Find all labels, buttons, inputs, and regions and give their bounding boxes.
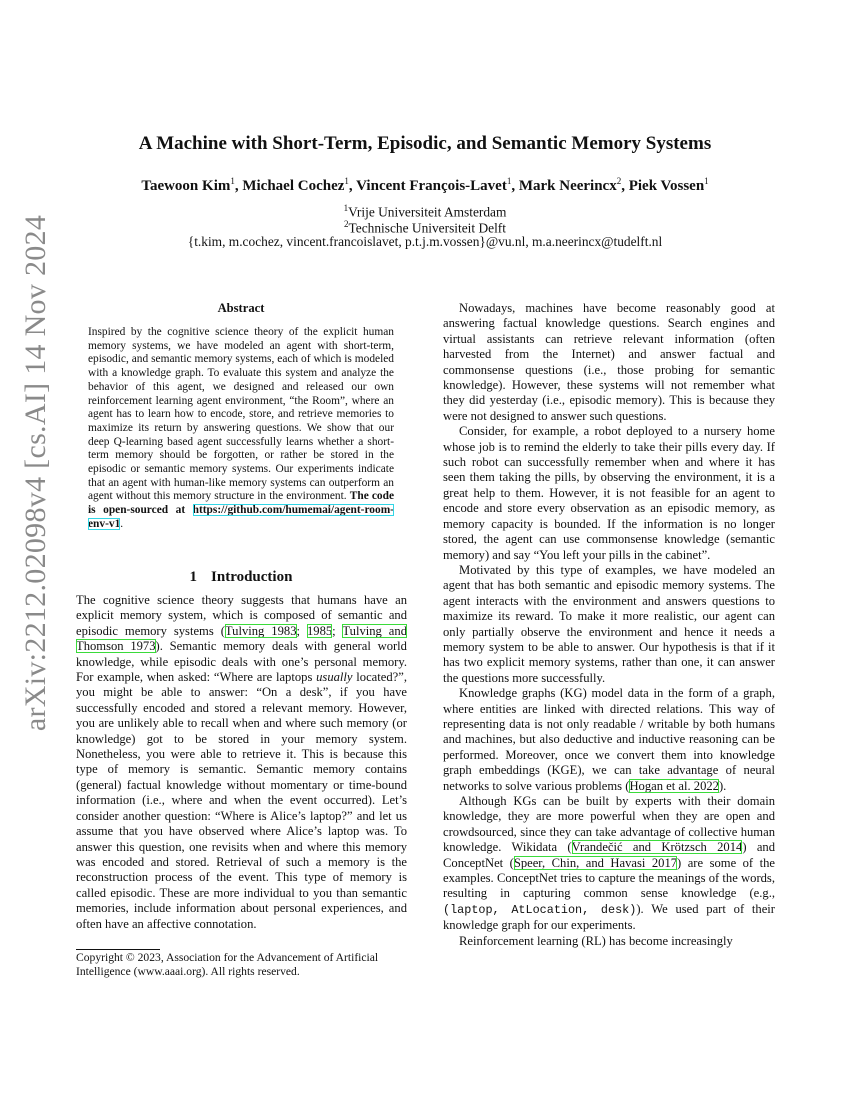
author: Piek Vossen$^1$ [628,176,709,194]
author-list [0,176,850,195]
citation-link[interactable]: Speer, Chin, and Havasi 2017 [513,855,678,870]
left-column-body [76,593,407,932]
affiliation-1: $^1$Vrije Universiteit Amsterdam [343,203,507,220]
abstract-body: Inspired by the cognitive science theory of the explicit human memory systems, we have modeled an agent with short-term, episodic, and semantic memory systems, each of which is modeled with a knowledge graph. To evaluate this system and analyze the behavior of this agent, we designed and released our own reinforcement learning agent environment, “the Room”, where an agent has to learn how to encode, store, and retrieve memories to maximize its return by answering questions. We show that our deep Q-learning based agent successfully learns whether a short-term memory should be forgotten, or rather be stored in the episodic or semantic memory systems. Our experiments indicate that an agent with human-like memory systems can outperform an agent without this memory structure in the environment. The code is open-sourced at https://github.com/humemai/agent-room-env-v1. [88,326,394,530]
body-paragraph: Knowledge graphs (KG) model data in the form of a graph, where entities are linked with directed relations. This way of representing data is not only readable / writable by both humans and machines, but also deductive and inductive reasoning can be performed. Moreover, once we convert them into knowledge graph embeddings (KGE), we can take advantage of neural networks to solve various problems (Hogan et al. 2022). [443,686,775,793]
author: Michael Cochez$^1$, [242,176,357,194]
citation-link[interactable]: Tulving 1983 [224,623,297,638]
author: Taewoon Kim$^1$, [141,176,243,194]
body-paragraph: Consider, for example, a robot deployed to a nursery home whose job is to remind the elderly to take their pills every day. If such robot can successfully remember when and where it has seen them taking the pills, by observing the environment, it is a great help to them. However, it is not feasible for an agent to encode and store every observation as an episodic memory, as memory capacity is bounded. If the information is no longer stored, the agent can use commonsense knowledge (semantic memory) and say “You left your pills in the cabinet”. [443,424,775,562]
abstract-text: Inspired by the cognitive science theory of the explicit human memory systems, we have modeled an agent with short-term, episodic, and semantic memory systems, each of which is modeled with a knowledge graph. To evaluate this system and analyze the behavior of this agent, we designed and released our own reinforcement learning agent environment, “the Room”, where an agent has to learn how to encode, store, and retrieve memories to maximize its return by answering questions. We show that our deep Q-learning based agent successfully learns whether a short-term memory should be forgotten, or rather be stored in the episodic or semantic memory systems. Our experiments indicate that an agent with human-like memory systems can outperform an agent without this memory structure in the environment. [88,326,394,503]
citation-link[interactable]: 1985 [306,623,333,638]
citation-link[interactable]: Tulving and Thomson 1973 [76,623,407,654]
citation-link[interactable]: Vrandečić and Krötzsch 2014 [571,840,743,855]
code-url-link[interactable]: https://github.com/humemai/agent-room-env-v1 [88,504,394,530]
affiliation-2: $^2$Technische Universiteit Delft [344,219,506,236]
author-emails: {t.kim, m.cochez, vincent.francoislavet, p.t.j.m.vossen}@vu.nl, m.a.neerincx@tudelft.nl [187,234,663,249]
arxiv-stamp [14,214,58,732]
body-paragraph: Reinforcement learning (RL) has become increasingly [459,933,733,948]
code-availability: The code is open-sourced at https://github.com/humemai/agent-room-env-v1 [88,490,394,530]
body-paragraph: Although KGs can be built by experts with their domain knowledge, they are more powerful when they are open and crowdsourced, since they can take advantage of collective human knowledge. Wikidata (Vrandečić and Krötzsch 2014) and ConceptNet (Speer, Chin, and Havasi 2017) are some of the examples. ConceptNet tries to capture the meanings of the words, resulting in capturing common sense knowledge (e.g., (laptop, AtLocation, desk)). We used part of their knowledge graph for our experiments. [443,794,775,933]
author: Vincent François-Lavet$^1$, [356,176,519,194]
code-triple: (laptop, AtLocation, desk) [443,902,637,917]
intro-paragraph: The cognitive science theory suggests that humans have an explicit memory system, which is composed of semantic and episodic memory systems (Tulving 1983; 1985; Tulving and Thomson 1973). Semantic memory deals with general world knowledge, while episodic deals with one’s personal memory. For example, when asked: “Where are laptops usually located?”, you might be able to answer: “On a desk”, if you have successfully encoded and stored a relevant memory. However, you are unlikely able to recall when and where such memory (or knowledge) got to be stored in your memory system. Nonetheless, you were able to retrieve it. This is because this type of memory is semantic. Semantic memory contains (general) factual knowledge without momentary or time-bound information (i.e., where and when the event occurred). Let’s consider another question: “Where is Alice’s laptop?” and let us assume that you have observed where Alice’s laptop was. To answer this question, one revisits when and where this memory was encoded and stored. Retrieval of such a memory is the reconstruction process of the event. This type of memory is called episodic. These are more individual to you than semantic memories, include information about personal experiences, and often have an affective connotation. [76,593,407,931]
paper-title: A Machine with Short-Term, Episodic, and Semantic Memory Systems [138,133,712,154]
arxiv-stamp-text: arXiv:2212.02098v4 [cs.AI] 14 Nov 2024 [19,214,52,732]
citation-link[interactable]: Hogan et al. 2022 [629,778,719,793]
footnote-rule [76,949,160,950]
body-paragraph: Nowadays, machines have become reasonably good at answering factual knowledge questions. Search engines and virtual assistants can retrieve relevant information (often harvested from the Internet) and answer factual and commonsense questions (i.e., those probing for semantic knowledge). However, these systems will not remember what they did yesterday (i.e., episodic memory). This is because they were not designed to answer such questions. [443,301,775,423]
right-column-body [443,301,775,949]
author: Mark Neerincx$^2$, [518,176,629,194]
copyright-notice: Copyright © 2023, Association for the Advancement of Artificial Intelligence (www.aaai.org). All rights reserved. [76,951,379,978]
section-heading-introduction: 1 Introduction [189,569,293,585]
abstract-heading: Abstract [217,301,265,315]
body-paragraph: Motivated by this type of examples, we have modeled an agent that has both semantic and episodic memory systems. The agent interacts with the environment and answers questions to maximize its reward. To make it more realistic, our agent can only partially observe the environment and hence it needs a memory system to be able to answer. Our hypothesis is that if it has two explicit memory systems, rather than one, it can answer the questions more successfully. [443,562,775,685]
